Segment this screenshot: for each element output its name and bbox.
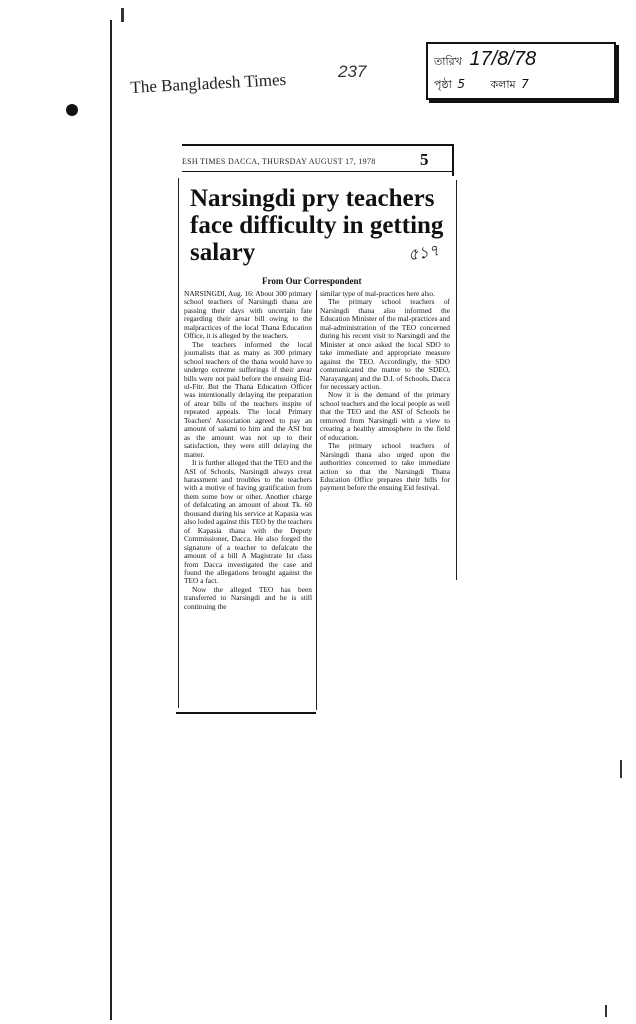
archive-number: 237 [338, 62, 367, 81]
dateline: ESH TIMES DACCA, THURSDAY AUGUST 17, 1978 [182, 157, 376, 166]
article-left-column [184, 290, 312, 710]
stamp-page-label: পৃষ্ঠা [434, 78, 452, 91]
stamp-date-row [434, 48, 536, 72]
byline: From Our Correspondent [262, 276, 362, 286]
stamp-column-label: কলাম [490, 78, 516, 91]
scan-speck [605, 1005, 607, 1017]
article-paragraph: Now it is the demand of the primary school teachers and the local people as well that the TEO and the ASI of Schools be removed from Narsingdi with a view to creating a healthy atmosphere in the field of education. [320, 390, 450, 442]
page-number: 5 [420, 150, 429, 169]
stamp-page-value: 5 [457, 77, 465, 91]
stamp-date-label: তারিখ [434, 55, 462, 68]
article-paragraph: The primary school teachers of Narsingdi thana also urged upon the authorities concerned to take immediate action so that the Narsingdi Thana Education Office prepares their bills for payment before the ensuing Eid festival. [320, 441, 450, 493]
stamp-column-value: 7 [521, 77, 529, 91]
punch-hole-mark [66, 104, 78, 116]
article-paragraph: NARSINGDI, Aug. 16: About 300 primary school teachers of Narsingdi thana are passing their days with uncertain fate regarding their arear bill owing to the malpractices of the local Thana Education Office, it is alleged by the teachers. [184, 289, 312, 341]
scan-left-border [110, 20, 112, 1020]
article-paragraph: The primary school teachers of Narsingdi thana also informed the Education Minister of the mal-practices and mal-administration of the TEO concerned during his recent visit to Narsingdi and the Minister at once asked the local SDO to take immediate and appropriate measure against the TEO. Accordingly, the SDO communicated the matter to the SDEO, Narayanganj and the D.I. of Schools, Dacca for necessary action. [320, 297, 450, 391]
handwritten-note: ৫১৭ [406, 242, 441, 265]
column-divider [316, 290, 317, 710]
article-right-column [320, 290, 450, 580]
scan-speck [620, 760, 622, 778]
clipping-header-rule [182, 171, 454, 172]
clipping-right-edge [456, 180, 457, 580]
scan-speck [121, 8, 124, 22]
clipping-top-rule [182, 144, 454, 146]
article-paragraph: It is further alleged that the TEO and the ASI of Schools, Narsingdi always creat harassment and troubles to the teachers with a motive of having gratification from them some how or other. Another charge of defalcating an amount of about Tk. 60 thousand during his service at Kapasia was also loded against this TEO by the teachers of Kapasia thana with the Deputy Commissioner, Dacca. He also forged the signature of a teacher to defalcate the amount of a bill A Magistrate Ist class from Dacca investigated the case and found the allegations brought against the TEO a fact. [184, 458, 312, 586]
stamp-date-value: 17/8/78 [469, 48, 537, 70]
article-paragraph: The teachers informed the local journalists that as many as 300 primary school teachers of the thana would have to undergo extreme sufferings if their arear bills were not paid before the ensuing Eid-ul-Fitr. But the Thana Education Officer was intentionally delaying the preparation of arear bills of the teachers inspite of repeated appeals. The local Primary Teachers' Association agreed to pay an amount of salami to him and the ASI but as the amount was not up to their satisfaction, they were still delaying the matter. [184, 339, 312, 459]
clipping-bottom-rule [176, 712, 316, 714]
archive-stamp [426, 42, 616, 100]
stamp-page-row [434, 76, 529, 95]
article-paragraph: Now the alleged TEO has been transferred to Narsingdi and he is still continuing the [184, 584, 312, 611]
clipping-left-edge [178, 178, 179, 708]
masthead: The Bangladesh Times [130, 69, 287, 97]
article-paragraph: similar type of mal-practices here also. [320, 289, 435, 298]
headline: Narsingdi pry teachers face difficulty in getting salary [190, 185, 444, 266]
